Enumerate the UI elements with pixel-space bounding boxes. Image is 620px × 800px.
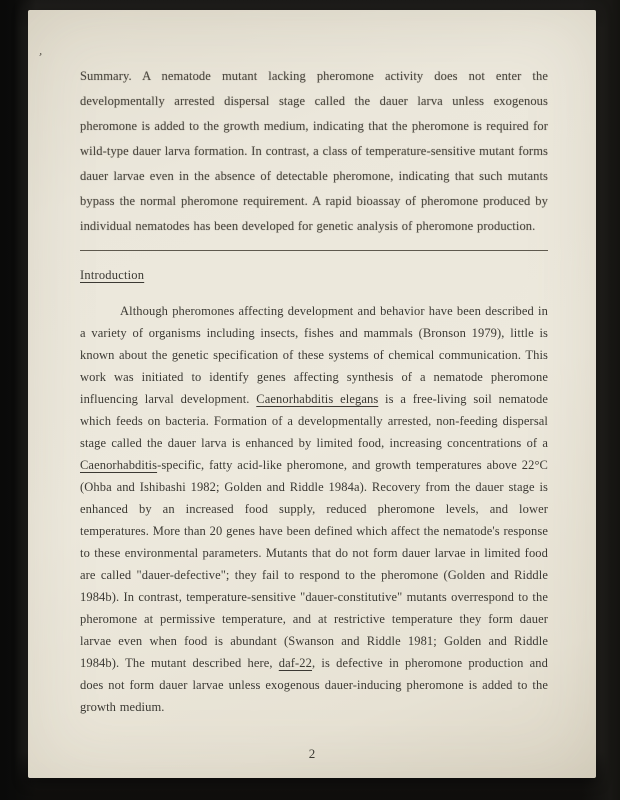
summary-label: Summary. [80, 69, 132, 83]
summary-text: A nematode mutant lacking pheromone activity does not enter the developmentally arrested dispersal stage called the dauer larva unless exogenous pheromone is added to the growth medium, indicating that the pheromone is required for wild-type dauer larva formation. In contrast, a class of temperature-sensitive mutant forms dauer larvae even in the absence of detectable pheromone, indicating that such mutants bypass the normal pheromone requirement. A rapid bioassay of pheromone produced by individual nematodes has been developed for genetic analysis of pheromone production. [80, 69, 548, 233]
stray-pen-mark: ’ [36, 49, 44, 65]
section-divider-rule [80, 250, 548, 251]
text-segment: is a free-living soil nematode which feeds on bacteria. Formation of a developmentally arrested, non-feeding dispersal stage called the dauer larva is enhanced by limited food, increasing concentrations of a [80, 392, 549, 450]
introduction-heading: Introduction [80, 268, 145, 282]
species-name-underlined: Caenorhabditis elegans [256, 392, 379, 406]
summary-paragraph [80, 64, 548, 239]
text-segment: , is defective in pheromone production and does not form dauer larvae unless exogenous dauer-inducing pheromone is added to the growth medium. [80, 656, 548, 714]
text-segment: Although pheromones affecting development and behavior have been described in a variety of organisms including insects, fishes and mammals (Bronson 1979), little is known about the genetic specification of these systems of chemical communication. This work was initiated to identify genes affecting synthesis of a nematode pheromone influencing larval development. [80, 304, 548, 406]
gene-name-underlined: daf-22 [278, 656, 313, 670]
genus-name-underlined: Caenorhabditis [80, 458, 158, 472]
text-segment: -specific, fatty acid-like pheromone, and growth temperatures above 22°C (Ohba and Ishibashi 1982; Golden and Riddle 1984a). Recovery from the dauer stage is enhanced by an increased food supply, reduced pheromone levels, and lower temperatures. More than 20 genes have been defined which affect the nematode's response to these environmental parameters. Mutants that do not form dauer larvae in limited food are called "dauer-defective"; they fail to respond to the pheromone (Golden and Riddle 1984b). In contrast, temperature-sensitive "dauer-constitutive" mutants overrespond to the pheromone at permissive temperature, and at restrictive temperature they form dauer larvae even when food is abundant (Swanson and Riddle 1981; Golden and Riddle 1984b). The mutant described here, [80, 458, 548, 670]
text-column [80, 64, 548, 718]
page-number: 2 [308, 746, 316, 761]
manuscript-page [28, 10, 596, 778]
introduction-paragraph [80, 300, 548, 718]
